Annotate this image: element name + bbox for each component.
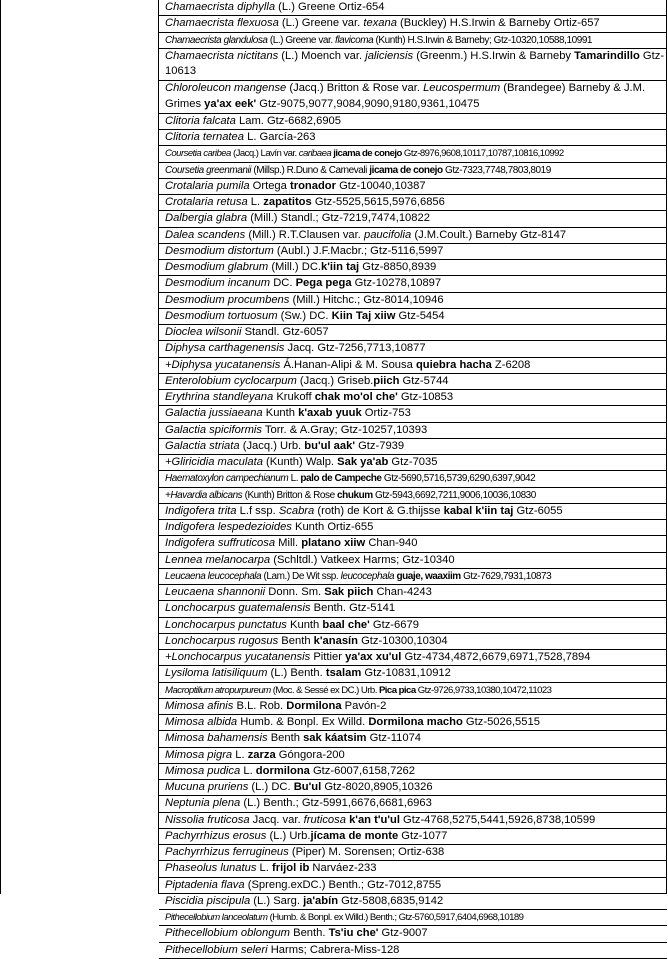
citation-text: (Jacq.) Griseb. <box>296 374 374 387</box>
species-name: Haematoxylon campechianum <box>165 473 289 485</box>
table-row <box>159 488 667 504</box>
table-row <box>159 130 667 146</box>
common-name: piich <box>373 374 400 387</box>
species-name: Erythrina standleyana <box>165 391 274 403</box>
citation-text: Mill. <box>275 537 302 550</box>
species-name: Piscidia piscipula <box>165 894 251 907</box>
table-row <box>159 228 667 244</box>
common-name: jícama de monte <box>310 829 399 842</box>
table-row <box>159 601 667 617</box>
citation-text: (Kunth) H.S.Irwin & Barneby; Gtz-10320,10588,10991 <box>373 34 593 46</box>
species-name: Pachyrrhizus ferrugineus <box>165 846 289 858</box>
common-name: guaje, waaxiim <box>396 570 461 582</box>
species-name: Clitoria ternatea <box>165 131 244 143</box>
species-name: Galactia jussiaeana <box>165 407 263 420</box>
common-name: k'anasín <box>313 634 358 647</box>
common-name: Dormilona <box>286 699 342 712</box>
citation-text: Gtz-6679 <box>369 618 419 631</box>
citation-text: Gtz-4734,4872,6679,6971,7528,7894 <box>401 651 591 663</box>
citation-text: (Aubl.) J.F.Macbr.; Gtz-5116,5997 <box>273 244 444 257</box>
citation-text: (Sw.) DC. <box>277 309 332 322</box>
table-row <box>159 260 667 276</box>
citation-text: Gtz-5943,6692,7211,9006,10036,10830 <box>372 489 536 501</box>
species-name: Chamaecrista diphylla <box>165 1 276 13</box>
table-row <box>159 861 667 877</box>
common-name: ya'ax eek' <box>204 97 257 110</box>
species-name: Macroptilium atropurpureum <box>165 684 271 696</box>
citation-text: Góngora-200 <box>275 748 345 761</box>
table-row <box>159 423 667 439</box>
citation-text: (L.) Greene var. <box>267 34 335 46</box>
species-name: Lonchocarpus guatemalensis <box>165 602 311 615</box>
common-name: Bu'ul <box>293 781 322 793</box>
common-name: Sak piich <box>324 586 374 598</box>
species-name: Indigofera suffruticosa <box>165 537 276 550</box>
species-name: Mimosa afinis <box>165 699 234 712</box>
citation-text: Benth. Gtz-5141 <box>310 602 396 615</box>
species-name: +Havardia albicans <box>165 489 243 501</box>
citation-text: (roth) de Kort & G.thijsse <box>314 504 444 517</box>
citation-text: B.L. Rob. <box>233 699 287 712</box>
citation-text: (Brandegee) Barneby & J.M. Grimes <box>165 82 646 110</box>
table-row <box>159 943 667 959</box>
common-name: dormilona <box>255 764 310 777</box>
table-row <box>159 276 667 292</box>
table-row <box>159 504 667 520</box>
citation-text: DC. <box>270 277 296 290</box>
citation-text: L. <box>232 748 248 761</box>
table-right-border <box>666 0 667 894</box>
citation-text: Gtz-7629,7931,10873 <box>460 570 552 582</box>
citation-text: Gtz-5744 <box>399 374 449 387</box>
table-row <box>159 293 667 309</box>
table-row <box>159 536 667 552</box>
common-name: k'axab yuuk <box>298 407 362 420</box>
citation-text: Ortega <box>249 179 290 192</box>
citation-text: L. <box>247 196 264 208</box>
species-name: Chamaecrista nictitans <box>165 49 279 62</box>
citation-text: Gtz-5525,5615,5976,6856 <box>311 196 445 208</box>
table-row <box>159 894 667 910</box>
species-name: Leucaena shannonii <box>165 586 266 598</box>
citation-text: Kunth <box>262 407 299 420</box>
species-name: Coursetia caribea <box>165 148 231 160</box>
citation-text: Kunth Ortiz-655 <box>291 521 374 533</box>
common-name: Pica pica <box>378 684 416 696</box>
citation-text: Donn. Sm. <box>265 586 325 598</box>
common-name: tronador <box>289 179 336 192</box>
common-name: Pega pega <box>295 277 352 290</box>
table-row <box>159 813 667 829</box>
citation-text: Z-6208 <box>491 358 531 371</box>
table-row <box>159 780 667 796</box>
table-row <box>159 211 667 227</box>
citation-text: Gtz-1077 <box>398 829 448 842</box>
species-name: Clitoria falcata <box>165 114 236 127</box>
citation-text: Chan-940 <box>365 537 418 550</box>
common-name: kabal k'iin taj <box>443 504 514 517</box>
species-name: Galactia spiciformis <box>165 423 262 436</box>
species-name: paucifolia <box>363 228 412 241</box>
table-row <box>159 699 667 715</box>
species-name: Indigofera lespedezioides <box>165 521 292 533</box>
common-name: zarza <box>247 748 276 761</box>
citation-text: Jacq. Gtz-7256,7713,10877 <box>284 342 426 355</box>
citation-text: Gtz-10300,10304 <box>357 634 448 647</box>
citation-text: Harms; Cabrera-Miss-128 <box>267 943 400 956</box>
citation-text: Lam. Gtz-6682,6905 <box>235 114 341 127</box>
citation-text: (L.) Moench var. <box>278 49 366 62</box>
citation-text: (L.) Benth.; Gtz-5991,6676,6681,6963 <box>240 797 432 810</box>
table-row <box>159 49 667 82</box>
table-row <box>159 650 667 666</box>
table-row <box>159 325 667 341</box>
species-name: +Lonchocarpus yucatanensis <box>165 651 311 663</box>
citation-text: Gtz-5454 <box>395 309 445 322</box>
species-name: texana <box>363 17 397 30</box>
citation-text: Gtz-9075,9077,9084,9090,9180,9361,10475 <box>256 97 480 110</box>
citation-text: Pittier <box>310 651 346 663</box>
table-row <box>159 520 667 536</box>
species-name: Leucaena leucocephala <box>165 570 262 582</box>
table-row <box>159 195 667 211</box>
species-name: Pithecellobium seleri <box>165 943 268 956</box>
table-row <box>159 926 667 942</box>
citation-text: (L.) DC. <box>248 781 294 793</box>
species-name: Desmodium incanum <box>165 277 271 290</box>
species-name: flavicoma <box>335 34 374 46</box>
species-name: Mimosa pudica <box>165 764 241 777</box>
citation-text: Gtz-10278,10897 <box>351 277 442 290</box>
species-name: Diphysa carthagenensis <box>165 342 285 355</box>
table-row <box>159 764 667 780</box>
citation-text: Gtz-5690,5716,5739,6290,6397,9042 <box>381 473 536 485</box>
citation-text: Gtz-4768,5275,5441,5926,8738,10599 <box>399 813 596 826</box>
citation-text: Gtz-8850,8939 <box>359 261 437 273</box>
citation-text: L. <box>240 764 256 777</box>
citation-text: (Jacq.) Lavín var. <box>230 148 299 160</box>
table-row <box>159 683 667 699</box>
table-row <box>159 114 667 130</box>
common-name: palo de Campeche <box>300 473 382 485</box>
citation-text: (Millsp.) R.Duno & Carnevali <box>251 164 370 176</box>
species-name: Desmodium tortuosum <box>165 309 278 322</box>
table-row <box>159 471 667 487</box>
table-row <box>159 715 667 731</box>
citation-text: L. <box>256 862 272 875</box>
species-name: +Diphysa yucatanensis <box>165 358 281 371</box>
common-name: ja'abín <box>303 894 339 907</box>
citation-text: L. <box>288 473 301 485</box>
citation-text: Gtz-5026,5515 <box>462 716 540 728</box>
left-empty-column <box>0 0 159 894</box>
common-name: Dormilona macho <box>368 716 463 728</box>
species-name: Desmodium procumbens <box>165 293 290 306</box>
species-name: Neptunia plena <box>165 797 241 810</box>
table-row <box>159 585 667 601</box>
common-name: chak mo'ol che' <box>314 391 398 403</box>
species-name: jaliciensis <box>365 49 414 62</box>
citation-text: L. García-263 <box>243 131 316 143</box>
species-name: Chamaecrista flexuosa <box>165 17 279 30</box>
species-name: Phaseolus lunatus <box>165 862 257 875</box>
species-name: Mucuna pruriens <box>165 781 249 793</box>
table-row <box>159 569 667 585</box>
citation-text: (L.) Benth. <box>267 667 326 680</box>
species-name: Dalbergia glabra <box>165 212 248 225</box>
table-row <box>159 878 667 894</box>
citation-text: Gtz-10040,10387 <box>335 179 426 192</box>
table-row <box>159 748 667 764</box>
citation-text: Benth. <box>290 927 329 940</box>
citation-text: (Spreng.exDC.) Benth.; Gtz-7012,8755 <box>244 878 442 891</box>
table-row <box>159 666 667 682</box>
citation-text: (Moc. & Sessé ex DC.) Urb. <box>270 684 379 696</box>
common-name: Sak ya'ab <box>337 456 389 468</box>
citation-text: Gtz-10831,10912 <box>361 667 451 680</box>
common-name: tsalam <box>325 667 362 680</box>
common-name: jicama de conejo <box>333 148 402 160</box>
species-name: Scabra <box>278 504 315 517</box>
species-name: Crotalaria pumila <box>165 179 250 192</box>
table-row <box>159 146 667 162</box>
species-name: Pachyrrhizus erosus <box>165 829 267 842</box>
citation-text: (Jacq.) Britton & Rose var. <box>286 82 424 95</box>
common-name: k'iin taj <box>321 261 360 273</box>
species-name: Lysiloma latisiliquum <box>165 667 268 680</box>
species-name: Piptadenia flava <box>165 878 245 891</box>
citation-text: Humb. & Bonpl. Ex Willd. <box>237 716 369 728</box>
table-row <box>159 341 667 357</box>
common-name: bu'ul aak' <box>304 439 355 452</box>
citation-text: Torr. & A.Gray; Gtz-10257,10393 <box>261 423 428 436</box>
citation-text: (Schltdl.) Vatkeex Harms; Gtz-10340 <box>270 553 455 566</box>
table-row <box>159 244 667 260</box>
table-row <box>159 0 667 16</box>
citation-text: Kunth <box>286 618 323 631</box>
common-name: sak káatsim <box>303 732 367 745</box>
table-row <box>159 829 667 845</box>
species-name: Enterolobium cyclocarpum <box>165 374 297 387</box>
species-name: leucocephala <box>340 570 395 582</box>
citation-text: Jacq. var. <box>249 813 304 826</box>
species-name: Pithecellobium oblongum <box>165 927 291 940</box>
species-name: Lonchocarpus rugosus <box>165 634 279 647</box>
species-name: Desmodium distortum <box>165 244 274 257</box>
species-name: Chamaecrista glandulosa <box>165 34 268 46</box>
citation-text: Gtz-5808,6835,9142 <box>338 894 444 907</box>
species-name: Dioclea wilsonii <box>165 326 242 338</box>
species-name: Crotalaria retusa <box>165 196 248 208</box>
species-name: Galactia striata <box>165 439 240 452</box>
table-row <box>159 309 667 325</box>
citation-text: (Kunth) Britton & Rose <box>242 489 338 501</box>
table-row <box>159 455 667 471</box>
citation-text: Benth <box>267 732 304 745</box>
table-row <box>159 634 667 650</box>
common-name: ya'ax xu'ul <box>345 651 402 663</box>
citation-text: Pavón-2 <box>341 699 387 712</box>
citation-text: Gtz-7939 <box>355 439 405 452</box>
citation-text: Standl. Gtz-6057 <box>241 326 329 338</box>
common-name: Ts'iu che' <box>328 927 379 940</box>
citation-text: (Mill.) Standl.; Gtz-7219,7474,10822 <box>247 212 430 225</box>
species-name: Lennea melanocarpa <box>165 553 271 566</box>
table-row <box>159 618 667 634</box>
common-name: quiebra hacha <box>415 358 492 371</box>
citation-text: (J.M.Coult.) Barneby Gtz-8147 <box>411 228 567 241</box>
citation-text: (Jacq.) Urb. <box>239 439 305 452</box>
table-row <box>159 845 667 861</box>
common-name: platano xiiw <box>301 537 366 550</box>
table-row <box>159 358 667 374</box>
citation-text: (L.) Greene var. <box>278 17 364 30</box>
species-name: caribaea <box>298 148 332 160</box>
table-row <box>159 439 667 455</box>
citation-text: (Lam.) De Wit ssp. <box>261 570 341 582</box>
citation-text: Gtz-9007 <box>378 927 428 940</box>
common-name: baal che' <box>322 618 370 631</box>
species-rows <box>159 0 667 959</box>
table-row <box>159 374 667 390</box>
common-name: Tamarindillo <box>574 49 640 62</box>
table-row <box>159 81 667 114</box>
table-row <box>159 406 667 422</box>
species-name: Coursetia greenmanii <box>165 164 252 176</box>
citation-text: Gtz-6007,6158,7262 <box>309 764 415 777</box>
citation-text: Gtz-8976,9608,10117,10787,10816,10992 <box>401 148 564 160</box>
citation-text: Gtz-10613 <box>165 49 665 78</box>
citation-text: Krukoff <box>273 391 315 403</box>
citation-text: Gtz-8020,8905,10326 <box>321 781 433 793</box>
species-name: Chloroleucon mangense <box>165 82 287 95</box>
citation-text: Gtz-10853 <box>397 391 454 403</box>
table-row <box>159 163 667 179</box>
table-row <box>159 553 667 569</box>
species-name: Mimosa albida <box>165 716 238 728</box>
citation-text: Gtz-7035 <box>388 456 438 468</box>
citation-text: (L.) Greene Ortiz-654 <box>275 1 385 13</box>
table-row <box>159 33 667 49</box>
citation-text: Gtz-9726,9733,10380,10472,11023 <box>415 684 552 696</box>
common-name: jicama de conejo <box>369 164 443 176</box>
citation-text: (Greenm.) H.S.Irwin & Barneby <box>413 49 575 62</box>
citation-text: Gtz-7323,7748,7803,8019 <box>442 164 551 176</box>
citation-text: L.f ssp. <box>236 504 279 517</box>
citation-text: (L.) Urb. <box>266 829 311 842</box>
common-name: chukum <box>337 489 373 501</box>
citation-text: Benth <box>278 634 314 647</box>
table-row <box>159 179 667 195</box>
species-name: Pithecellobium lanceolatum <box>165 912 268 923</box>
citation-text: Narváez-233 <box>309 862 377 875</box>
common-name: zapatitos <box>263 196 312 208</box>
citation-text: (Mill.) R.T.Clausen var. <box>245 228 364 241</box>
citation-text: (Kunth) Walp. <box>262 456 338 468</box>
citation-text: (Piper) M. Sorensen; Ortiz-638 <box>288 846 445 858</box>
citation-text: (L.) Sarg. <box>250 894 304 907</box>
table-row <box>159 16 667 32</box>
citation-text: Gtz-6055 <box>513 504 563 517</box>
species-name: Nissolia fruticosa <box>165 813 250 826</box>
citation-text: Gtz-11074 <box>366 732 422 745</box>
table-row <box>159 731 667 747</box>
citation-text: Chan-4243 <box>373 586 432 598</box>
species-name: Leucospermum <box>423 82 501 95</box>
citation-text: (Humb. & Bonpl. ex Willd.) Benth.; Gtz-5760,5917,6404,6968,10189 <box>267 912 524 923</box>
species-name: Lonchocarpus punctatus <box>165 618 287 631</box>
common-name: frijol ib <box>271 862 310 875</box>
species-name: +Gliricidia maculata <box>165 456 263 468</box>
species-name: Mimosa bahamensis <box>165 732 268 745</box>
citation-text: Á.Hanan-Alipi & M. Sousa <box>280 358 416 371</box>
species-name: Dalea scandens <box>165 228 246 241</box>
species-name: Desmodium glabrum <box>165 261 269 273</box>
species-name: Indigofera trita <box>165 504 237 517</box>
table-row <box>159 796 667 812</box>
species-name: fruticosa <box>303 813 346 826</box>
table-row <box>159 390 667 406</box>
citation-text: (Buckley) H.S.Irwin & Barneby Ortiz-657 <box>396 17 600 30</box>
citation-text: (Mill.) Hitchc.; Gtz-8014,10946 <box>289 293 444 306</box>
table-row <box>159 910 667 926</box>
citation-text: (Mill.) DC. <box>268 261 322 273</box>
species-name: Mimosa pigra <box>165 748 233 761</box>
citation-text: Ortiz-753 <box>361 407 411 420</box>
common-name: Kiin Taj xiiw <box>331 309 396 322</box>
common-name: k'an t'u'ul <box>349 813 400 826</box>
